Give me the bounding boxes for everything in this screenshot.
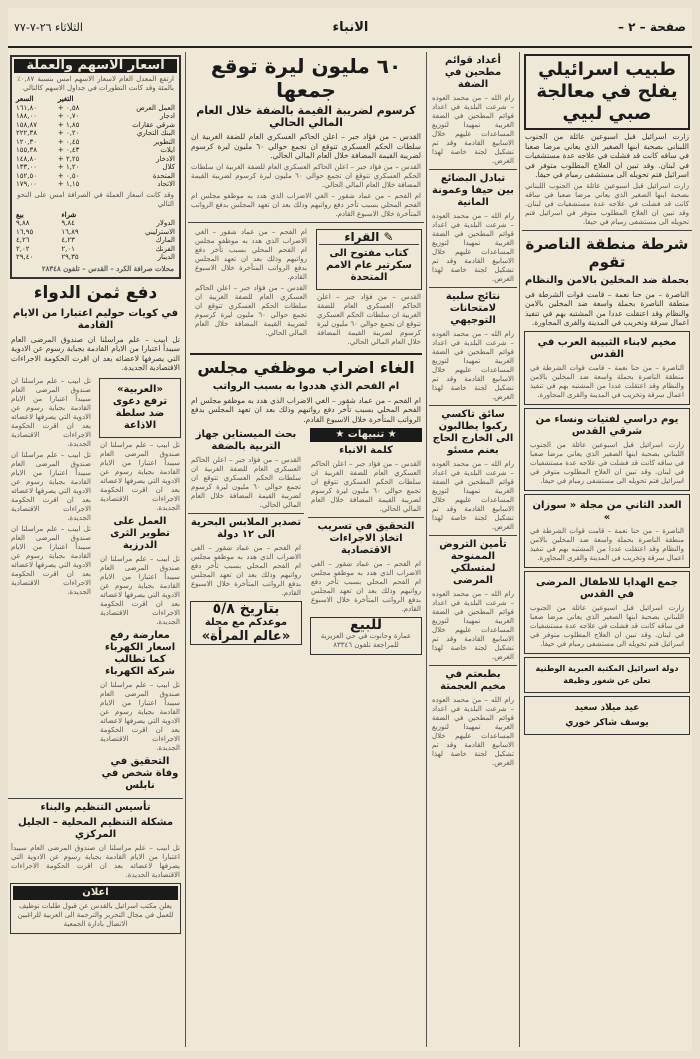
- stock-name: البنك التجاري: [136, 129, 175, 137]
- article-planning-body: تل ابيب – علم مراسلنا ان صندوق المرضى العام سيبدأ اعتبارا من الايام القادمة بجباية رسوم عن الادوية التي يصرفها لاعضائه بعد ان اقرت الحكومة الاجراءات الاقتصادية الجديدة.: [11, 843, 180, 879]
- notice-title: اعلان: [13, 886, 178, 900]
- stock-price: ١٦١,٨٠: [16, 103, 38, 112]
- stock-price: ١٥٨,٨٧: [16, 120, 38, 129]
- article-medicine-body: تل ابيب – علم مراسلنا ان صندوق المرضى العام سيبدأ اعتبارا من الايام القادمة بجباية رسوم عن الادوية التي يصرفها لاعضائه بعد ان اقرت الحكومة الاجراءات الاقتصادية الجديدة.: [11, 334, 180, 372]
- headline-taxi: سائق تاكسي ركبوا يطالبون الى الخارج الحاج بعنم مسئو: [432, 409, 514, 456]
- currency-row: [14, 253, 177, 262]
- stock-change: + ٠,٧٠: [57, 112, 80, 120]
- alerts-label: ★ تنبيهات ★: [310, 428, 422, 442]
- article-60-million-body: القدس – من فؤاد جبر – اعلن الحاكم العسكري العام للضفة الغربية ان سلطات الحكم العسكري تتوقع ان تجمع حوالي ٦٠ مليون ليرة كرسوم لضريبة القيمة المضافة خلال العام المالي الحالي.: [191, 132, 421, 160]
- stock-price: ٢٢٢,٣٨: [16, 129, 38, 137]
- stocks-box-title: اسعار الاسهم والعملة: [14, 59, 177, 73]
- notice-body: يعلن مكتب اسرائيل بالقدس عن قبول طلبات توظيف للعمل في مجال التحرير والترجمة الى العربية للراغبين الاتصال بادارة الجمعية: [17, 901, 174, 928]
- article-doctor-body: زارت اسرائيل قبل اسبوعين عائلة من الجنوب اللبناني بصحبة ابنها الصغير الذي يعاني مرضا صعبا في ساقه كانت قد فشلت في علاجه عدة مستشفيات في لبنان. وقد تبين ان العلاج المطلوب متوفر في اسرائيل فتم تحويله الى مستشفى رمبام في حيفا.: [525, 132, 689, 179]
- stock-name: ادجار: [160, 112, 175, 120]
- currency-row: [14, 245, 177, 254]
- currency-header-sell: بيع: [16, 209, 24, 219]
- stocks-table: [14, 95, 177, 189]
- stock-change: + ٠,٤٥: [57, 137, 80, 146]
- currency-sell: ٩,٨٨: [16, 219, 30, 227]
- headline-export: تصدير الملابس البحرية الى ١٢ دولة: [190, 517, 302, 540]
- currency-row: [14, 219, 177, 228]
- newspaper-page: [8, 8, 692, 1051]
- stock-price: ١٥٢,٥٠: [16, 171, 38, 180]
- center-column-body-2: القدس – من فؤاد جبر – اعلن الحاكم العسكري العام للضفة الغربية ان سلطات الحكم العسكري تتوقع ان تجمع حوالي ٦٠ مليون ليرة كرسوم لضريبة القيمة المضافة خلال العام المالي الحالي.: [195, 283, 307, 337]
- column-right: [522, 52, 692, 1047]
- headline-electricity: معارضة رفع اسعار الكهرباء كما تطالب شركة الكهرباء: [104, 629, 176, 677]
- stock-price: ١٧٩,٠٠: [16, 180, 38, 188]
- headline-lists: أعداد قوائم مطحين في الضفة: [444, 55, 502, 90]
- headline-nazareth-police: شرطة منطقة الناصرة تقوم: [525, 234, 689, 271]
- stock-row: [14, 138, 177, 147]
- box-library-ad: [524, 657, 690, 693]
- currency-buy: ٢٩,٣٥: [61, 253, 79, 261]
- stock-change: + ١,٨٥: [57, 120, 80, 129]
- box-youth-camp-body: الناصرة – من حنا نعمة – قامت قوات الشرطة في منطقة الناصرة بحملة واسعة ضد المخلين بالامن والنظام وقد اعتقلت عددا من المشتبه بهم في تنفيذ اعمال سرقة وتخريب في المدينة والقرى المجاورة.: [530, 363, 684, 399]
- stock-change: + ١,١٥: [57, 180, 80, 188]
- headline-arabiya: «العربية» ترفع دعوى ضد سلطة الاذاعة: [112, 383, 168, 431]
- paper-name: الانباء: [332, 19, 369, 35]
- sale-ad-title: للبيع: [350, 617, 382, 633]
- birthday-title: عيد ميلاد سعيد: [574, 702, 640, 713]
- currency-name: الفرنك: [155, 244, 175, 253]
- currency-name: المارك: [155, 236, 175, 244]
- stock-name: المتحدة: [152, 171, 175, 180]
- currency-header-row: [14, 211, 177, 220]
- center-mid-left: [314, 226, 424, 349]
- stock-row: [14, 104, 177, 113]
- column-second: [429, 52, 517, 1047]
- headline-camp: بطبعتم في مخيم العجمتة: [440, 669, 506, 692]
- headline-nablus: التحقيق في وفاة شخص في نابلس: [101, 755, 179, 791]
- box-magazine-title: العدد الثاني من مجلة « سوزان »: [532, 499, 682, 523]
- headline-israeli-doctor: طبيب اسرائيلي يفلح في معالجة صبي لبيي: [524, 54, 690, 130]
- box-gifts: [524, 571, 690, 654]
- stocks-header-change: التغير: [57, 94, 74, 103]
- currency-row: [14, 236, 177, 245]
- stock-row: [14, 172, 177, 181]
- article-60-million-more: ام الفحم – من عماد شقور – الغي الاضراب الذي هدد به موظفو مجلس ام الفحم المحلي بسبب تأخر دفع رواتبهم وذلك بعد ان تعهد المجلس بدفع الرواتب المتأخرة خلال الاسبوع القادم.: [191, 191, 421, 218]
- left-lower-left: [8, 375, 94, 795]
- stock-price: ١٨٨,٠٠: [16, 112, 38, 120]
- box-gifts-title: جمع الهدايا للاطفال المرضى في القدس: [536, 576, 678, 600]
- currency-name: الدولار: [156, 219, 175, 227]
- headline-strike: الغاء اضراب موظفي مجلس: [190, 353, 422, 377]
- article-electricity-body: تل ابيب – علم مراسلنا ان صندوق المرضى العام سيبدأ اعتبارا من الايام القادمة بجباية رسوم عن الادوية التي يصرفها لاعضائه بعد ان اقرت الحكومة الاجراءات الاقتصادية الجديدة.: [100, 680, 180, 752]
- stock-row: [14, 112, 177, 121]
- stock-name: التطوير: [153, 137, 175, 146]
- left-lower-right: [97, 375, 183, 795]
- center-column-body: ام الفحم – من عماد شقور – الغي الاضراب الذي هدد به موظفو مجلس ام الفحم المحلي بسبب تأخر دفع رواتبهم وذلك بعد ان تعهد المجلس بدفع الرواتب المتأخرة خلال الاسبوع القادم.: [195, 227, 307, 281]
- headline-exam-results: نتائج سلبية لامتحانات التوجيهي: [445, 291, 501, 326]
- sale-ad: [310, 617, 422, 655]
- left-column-body: تل ابيب – علم مراسلنا ان صندوق المرضى العام سيبدأ اعتبارا من الايام القادمة بجباية رسوم عن الادوية التي يصرفها لاعضائه بعد ان اقرت الحكومة الاجراءات الاقتصادية الجديدة.: [11, 376, 91, 448]
- box-study-day-body: زارت اسرائيل قبل اسبوعين عائلة من الجنوب اللبناني بصحبة ابنها الصغير الذي يعاني مرضا صعبا في ساقه كانت قد فشلت في علاجه عدة مستشفيات في لبنان. وقد تبين ان العلاج المطلوب متوفر في اسرائيل فتم تحويله الى مستشفى رمبام في حيفا.: [530, 440, 684, 485]
- subhead-nazareth-police: بحملة ضد المخلين بالامن والنظام: [525, 274, 689, 286]
- headline-education: بحث الميستاين جهاز التربية بالضفة: [195, 429, 297, 452]
- article-doctor-continued: زارت اسرائيل قبل اسبوعين عائلة من الجنوب اللبناني بصحبة ابنها الصغير الذي يعاني مرضا صعبا في ساقه كانت قد فشلت في علاجه عدة مستشفيات في لبنان. وقد تبين ان العلاج المطلوب متوفر في اسرائيل فتم تحويله الى مستشفى رمبام في حيفا.: [525, 181, 689, 226]
- currency-sell: ٢,٠٢: [16, 244, 30, 253]
- magazine-ad-name: «عالم المرأة»: [201, 629, 291, 644]
- currency-footer: محلات صرافة الكرد – القدس – تلفون ٢٨٣٤٨: [41, 263, 174, 273]
- magazine-ad-pre: موعدكم مع مجلة: [204, 617, 288, 628]
- stock-row: [14, 180, 177, 189]
- headline-medicine: دفع ثمن الدواء: [33, 282, 158, 303]
- center-mid-right: [192, 226, 310, 349]
- center-lower-left: [188, 426, 304, 658]
- article-education-body: القدس – من فؤاد جبر – اعلن الحاكم العسكري العام للضفة الغربية ان سلطات الحكم العسكري تتوقع ان تجمع حوالي ٦٠ مليون ليرة كرسوم لضريبة القيمة المضافة خلال العام المالي الحالي.: [191, 456, 301, 509]
- arabiya-box: [99, 378, 181, 438]
- birthday-name: يوسف شاكر خوري: [565, 717, 649, 728]
- center-mid-row: [188, 226, 424, 349]
- article-leak-body: ام الفحم – من عماد شقور – الغي الاضراب الذي هدد به موظفو مجلس ام الفحم المحلي بسبب تأخر دفع رواتبهم وذلك بعد ان تعهد المجلس بدفع الرواتب المتأخرة خلال الاسبوع القادم.: [311, 560, 421, 613]
- box-study-day: [524, 408, 690, 491]
- currency-sell: ٤,٢٦: [16, 236, 30, 244]
- open-letter-box: [316, 229, 422, 290]
- stock-change: + ١,٢٠: [57, 163, 80, 171]
- stock-name: شرقي عقارات: [132, 120, 175, 129]
- box-magazine-body: الناصرة – من حنا نعمة – قامت قوات الشرطة في منطقة الناصرة بحملة واسعة ضد المخلين بالامن والنظام وقد اعتقلت عددا من المشتبه بهم في تنفيذ اعمال سرقة وتخريب في المدينة والقرى المجاورة.: [530, 526, 684, 562]
- stock-name: العمل العرض: [136, 103, 175, 112]
- headline-insurance: تأمين التروض الممنوحة لمتسلكي المرضى: [439, 539, 507, 586]
- stock-row: [14, 163, 177, 172]
- subhead-strike: ام الفحم الذي هددوا به بسبب الرواتب: [212, 380, 400, 392]
- headline-60-million: ٦٠ مليون ليرة توقع جمعها: [210, 54, 402, 102]
- stock-name: ايلات: [160, 146, 175, 154]
- box-birthday: [524, 696, 690, 735]
- stocks-header-row: [14, 95, 177, 104]
- open-letter-title: كتاب مفتوح الى سكرتير عام الامم المتحدة: [326, 247, 412, 283]
- stock-row: [14, 155, 177, 164]
- currency-buy: ٤,٢٣: [61, 236, 75, 244]
- box-gifts-body: زارت اسرائيل قبل اسبوعين عائلة من الجنوب اللبناني بصحبة ابنها الصغير الذي يعاني مرضا صعبا في ساقه كانت قد فشلت في علاجه عدة مستشفيات في لبنان. وقد تبين ان العلاج المطلوب متوفر في اسرائيل فتم تحويله الى مستشفى رمبام في حيفا.: [530, 603, 684, 648]
- currency-header-buy: شراء: [61, 209, 77, 219]
- stock-name: الادخار: [156, 154, 175, 163]
- article-goods-body: رام الله – من محمد العوده – شرعت البلدية في اعداد قوائم المطحين في الضفة الغربية تمهيدا لتوزيع المساعدات عليهم خلال الاسابيع القادمة وقد تم تشكيل لجنة خاصة لهذا الغرض.: [432, 212, 514, 283]
- stock-row: [14, 129, 177, 138]
- page-number: صفحة – ٢ –: [617, 20, 686, 34]
- stocks-box-lead: ارتفع المعدل العام لاسعار الاسهم امس بنسبة ٠,٨٧٪ بالمئة وقد كانت التطورات في جداول الاسهم كالتالي: [17, 75, 174, 92]
- stock-change: + ٠,٥٨: [57, 103, 80, 112]
- left-column-body-3: تل ابيب – علم مراسلنا ان صندوق المرضى العام سيبدأ اعتبارا من الايام القادمة بجباية رسوم عن الادوية التي يصرفها لاعضائه بعد ان اقرت الحكومة الاجراءات الاقتصادية الجديدة.: [11, 524, 91, 596]
- headline-goods-exchange: تبادل البضائع بين حيفا وعمونة المانية: [432, 173, 514, 208]
- headline-galilee: مشكلة التنظيم المحلية – الجليل المركزي: [17, 816, 174, 840]
- stocks-rows: [14, 104, 177, 189]
- currency-sell: ٢٩,٤٠: [16, 253, 34, 261]
- center-lower-row: [188, 426, 424, 658]
- currency-buy: ١٦,٨٩: [61, 227, 79, 236]
- currency-sell: ١٦,٩٥: [16, 227, 34, 236]
- stock-row: [14, 146, 177, 155]
- currency-row: [14, 228, 177, 237]
- article-insurance-body: رام الله – من محمد العوده – شرعت البلدية في اعداد قوائم المطحين في الضفة الغربية تمهيدا لتوزيع المساعدات عليهم خلال الاسابيع القادمة وقد تم تشكيل لجنة خاصة لهذا الغرض.: [432, 590, 514, 661]
- subhead-60-million: كرسوم لضريبة القيمة بالضفة خلال العام المالي الحالي: [196, 104, 416, 129]
- column-center: [188, 52, 424, 1047]
- editorial-body: القدس – من فؤاد جبر – اعلن الحاكم العسكري العام للضفة الغربية ان سلطات الحكم العسكري تتوقع ان تجمع حوالي ٦٠ مليون ليرة كرسوم لضريبة القيمة المضافة خلال العام المالي الحالي.: [311, 460, 421, 513]
- stock-price: ١٥٥,٣٨: [16, 146, 38, 154]
- article-60-million-continued: القدس – من فؤاد جبر – اعلن الحاكم العسكري العام للضفة الغربية ان سلطات الحكم العسكري تتوقع ان تجمع حوالي ٦٠ مليون ليرة كرسوم لضريبة القيمة المضافة خلال العام المالي الحالي.: [191, 162, 421, 189]
- stock-row: [14, 121, 177, 130]
- article-camp-body: رام الله – من محمد العوده – شرعت البلدية في اعداد قوائم المطحين في الضفة الغربية تمهيدا لتوزيع المساعدات عليهم خلال الاسابيع القادمة وقد تم تشكيل لجنة خاصة لهذا الغرض.: [432, 696, 514, 767]
- box-youth-camp-title: مخيم لابناء الثبيبة العرب في القدس: [537, 336, 677, 360]
- stock-price: ١٣٣,٠٠: [16, 163, 38, 171]
- magazine-ad: [190, 601, 302, 645]
- issue-date: الثلاثاء ٢٦-٧-٧٧: [14, 20, 83, 34]
- currency-rows: [14, 219, 177, 262]
- headline-druze: العمل على تطوير الثرى الدرزية: [110, 515, 170, 551]
- center-lower-right: [308, 426, 424, 658]
- article-lists-body: رام الله – من محمد العوده – شرعت البلدية في اعداد قوائم المطحين في الضفة الغربية تمهيدا لتوزيع المساعدات عليهم خلال الاسابيع القادمة وقد تم تشكيل لجنة خاصة لهذا الغرض.: [432, 94, 514, 165]
- notice-box: [10, 883, 181, 934]
- currency-name: الدينار: [157, 253, 175, 261]
- article-druze-body: تل ابيب – علم مراسلنا ان صندوق المرضى العام سيبدأ اعتبارا من الايام القادمة بجباية رسوم عن الادوية التي يصرفها لاعضائه بعد ان اقرت الحكومة الاجراءات الاقتصادية الجديدة.: [100, 554, 180, 626]
- headline-leak: التحقيق في تسريب اتخاذ الاجراءات الاقتصادية: [317, 521, 415, 556]
- article-export-body: ام الفحم – من عماد شقور – الغي الاضراب الذي هدد به موظفو مجلس ام الفحم المحلي بسبب تأخر دفع رواتبهم وذلك بعد ان تعهد المجلس بدفع الرواتب المتأخرة خلال الاسبوع القادم.: [191, 544, 301, 597]
- open-letter-body: القدس – من فؤاد جبر – اعلن الحاكم العسكري العام للضفة الغربية ان سلطات الحكم العسكري تتوقع ان تجمع حوالي ٦٠ مليون ليرة كرسوم لضريبة القيمة المضافة خلال العام المالي الحالي.: [317, 292, 421, 346]
- currency-buy: ٢,٠١: [61, 244, 75, 253]
- stock-price: ١٤٨,٨٠: [16, 154, 38, 163]
- stock-change: + ٠,٢٠: [57, 129, 80, 137]
- currency-note: وقد كانت اسعار العملة في الصرافة امس على النحو التالي: [17, 190, 174, 208]
- currency-buy: ٩,٨٤: [61, 219, 75, 227]
- stock-change: + ٠,٥٠: [57, 171, 80, 180]
- stock-change: + ٠,٤٣: [57, 146, 80, 154]
- headline-planning: تأسيس التنظيم والبناء: [40, 801, 151, 813]
- box-study-day-title: يوم دراسي لفتيات ونساء من شرقي القدس: [535, 413, 679, 437]
- article-nazareth-body: الناصرة – من حنا نعمة – قامت قوات الشرطة في منطقة الناصرة بحملة واسعة ضد المخلين بالامن والنظام وقد اعتقلت عددا من المشتبه بهم في تنفيذ اعمال سرقة وتخريب في المدينة والقرى المجاورة.: [525, 289, 689, 327]
- masthead: [8, 8, 692, 48]
- stock-name: الاتحاد: [157, 180, 175, 188]
- stocks-box: [10, 55, 181, 279]
- box-youth-camp: [524, 331, 690, 405]
- article-exam-body: رام الله – من محمد العوده – شرعت البلدية في اعداد قوائم المطحين في الضفة الغربية تمهيدا لتوزيع المساعدات عليهم خلال الاسابيع القادمة وقد تم تشكيل لجنة خاصة لهذا الغرض.: [432, 330, 514, 401]
- stocks-header-price: السعر: [16, 94, 34, 103]
- readers-corner-logo: ✎ القراء: [319, 232, 419, 245]
- article-arabiya-body: تل ابيب – علم مراسلنا ان صندوق المرضى العام سيبدأ اعتبارا من الايام القادمة بجباية رسوم عن الادوية التي يصرفها لاعضائه بعد ان اقرت الحكومة الاجراءات الاقتصادية الجديدة.: [100, 440, 180, 512]
- left-lower-row: [8, 375, 183, 795]
- box-magazine: [524, 494, 690, 568]
- left-column-body-2: تل ابيب – علم مراسلنا ان صندوق المرضى العام سيبدأ اعتبارا من الايام القادمة بجباية رسوم عن الادوية التي يصرفها لاعضائه بعد ان اقرت الحكومة الاجراءات الاقتصادية الجديدة.: [11, 450, 91, 522]
- stock-change: + ٢,٢٥: [57, 154, 80, 163]
- column-left: [8, 52, 183, 1047]
- stock-name: كلال: [162, 163, 175, 171]
- currency-table: [14, 211, 177, 262]
- currency-name: الاسترليني: [145, 227, 175, 236]
- magazine-ad-date: بتاريخ ٥/٨: [212, 601, 280, 617]
- subhead-medicine: في كويات حوليم اعتبارا من الايام القادمة: [12, 307, 179, 331]
- stock-price: ١٢٠,٣٠: [16, 137, 38, 146]
- library-ad-title: دولة اسرائيل المكتبة العبرية الوطنية تعلن عن شغور وظيفة: [535, 663, 679, 685]
- article-strike-body: ام الفحم – من عماد شقور – الغي الاضراب الذي هدد به موظفو مجلس ام الفحم المحلي بسبب تأخر دفع رواتبهم وذلك بعد ان تعهد المجلس بدفع الرواتب المتأخرة خلال الاسبوع القادم.: [191, 395, 421, 424]
- article-taxi-body: رام الله – من محمد العوده – شرعت البلدية في اعداد قوائم المطحين في الضفة الغربية تمهيدا لتوزيع المساعدات عليهم خلال الاسابيع القادمة وقد تم تشكيل لجنة خاصة لهذا الغرض.: [432, 460, 514, 531]
- sale-ad-body: عمارة وحانوت في حي العزيزية للمراجعة تلفون ٨٣٣٤٦: [320, 632, 412, 649]
- editorial-title: كلمة الانباء: [339, 445, 393, 456]
